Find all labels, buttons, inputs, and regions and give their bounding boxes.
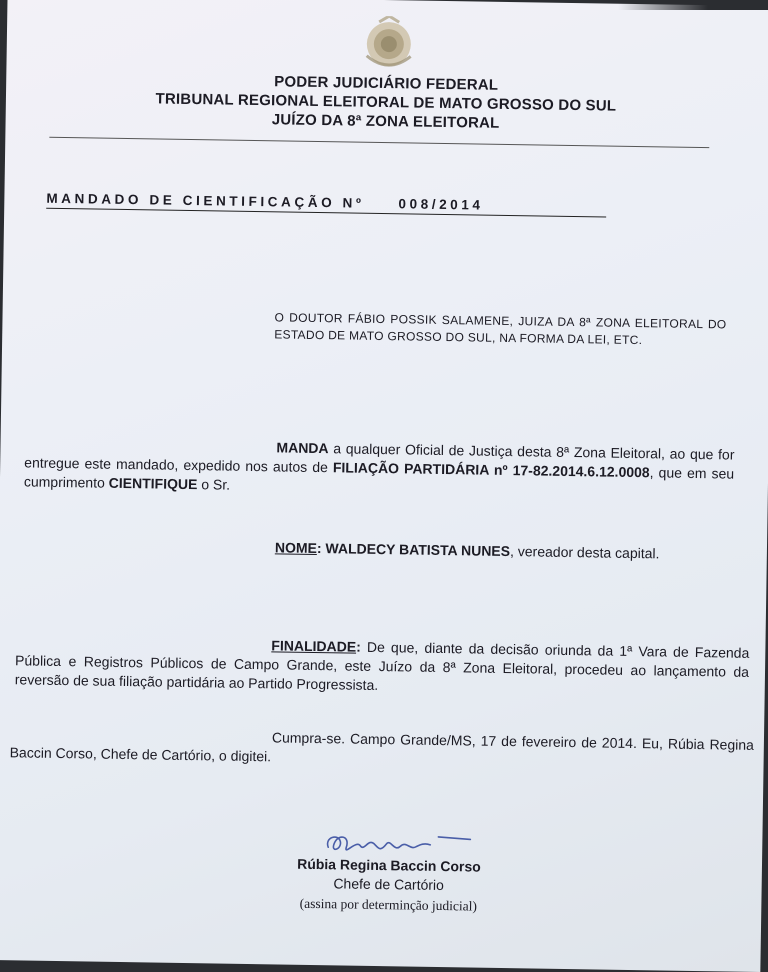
finalidade-paragraph [15, 632, 750, 701]
title-number: 008/2014 [398, 196, 484, 213]
finalidade-text: De que, diante da decisão oriunda da 1ª Vara de Fazenda Pública e Registros Públicos de Campo Grande, este Juízo da 8ª Zona Eleitoral, procedeu ao lançamento da reversão de sua filiação partidária ao Partido Progressista. [14, 638, 750, 693]
signatory-name: Rúbia Regina Baccin Corso [297, 855, 481, 875]
title-label: MANDADO DE CIENTIFICAÇÃO Nº [46, 190, 365, 211]
nome-value: WALDECY BATISTA NUNES [321, 540, 511, 560]
finalidade-colon: : [356, 638, 361, 655]
header-line-3: JUÍZO DA 8ª ZONA ELEITORAL [271, 111, 500, 132]
manda-paragraph [24, 434, 735, 502]
nome-rest: , vereador desta capital. [509, 543, 660, 562]
manda-text-2: , que em seu cumprimento [23, 464, 735, 491]
nome-label: NOME [274, 539, 318, 557]
signatory-note: (assina por determinção judicial) [299, 895, 478, 914]
header-line-1: PODER JUDICIÁRIO FEDERAL [274, 73, 499, 94]
header-divider [49, 137, 709, 148]
coat-of-arms-icon [356, 16, 421, 77]
court-header [66, 69, 707, 136]
closing-paragraph: Cumpra-se. Campo Grande/MS, 17 de fevereiro de 2014. Eu, Rúbia Regina Baccin Corso, Chefe de Cartório, o digitei. [9, 729, 755, 765]
manda-text-3: o Sr. [197, 476, 231, 493]
background-edge [618, 0, 768, 10]
finalidade-label: FINALIDADE [271, 637, 357, 655]
nome-colon: : [316, 540, 322, 557]
header-line-2: TRIBUNAL REGIONAL ELEITORAL DE MATO GROSSO DO SUL [155, 90, 617, 115]
manda-action: CIENTIFIQUE [108, 474, 198, 493]
manda-keyword: MANDA [276, 439, 329, 457]
preamble: O DOUTOR FÁBIO POSSIK SALAMENE, JUIZA DA 8ª ZONA ELEITORAL DO ESTADO DE MATO GROSSO DO SUL, NA FORMA DA LEI, ETC. [274, 310, 727, 348]
nome-paragraph [275, 538, 745, 564]
signatory-role: Chefe de Cartório [333, 875, 445, 894]
manda-text-1: a qualquer Oficial de Justiça desta 8ª Zona Eleitoral, ao que for entregue este mandado, expedido nos autos de [24, 440, 735, 476]
process-number: FILIAÇÃO PARTIDÁRIA nº 17-82.2014.6.12.0008 [332, 459, 650, 481]
document-title [46, 191, 606, 218]
signature-block [243, 854, 534, 919]
